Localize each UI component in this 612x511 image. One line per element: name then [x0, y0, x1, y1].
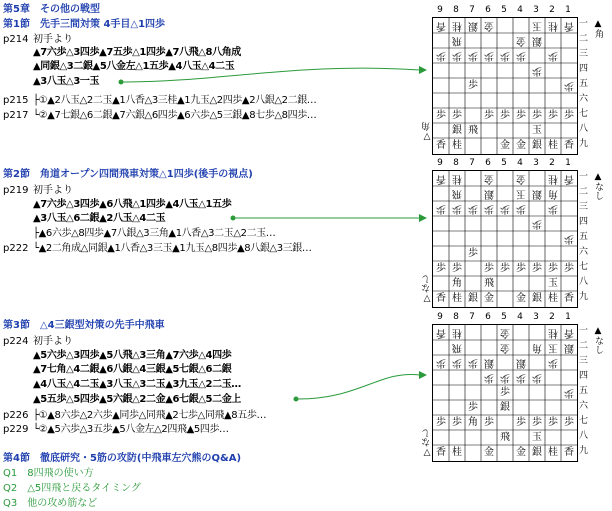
file-label: 2	[549, 5, 555, 15]
move-line: ▲3八玉△3一玉	[33, 76, 100, 87]
file-label: 7	[469, 5, 475, 15]
page-ref: p214	[3, 34, 29, 45]
sente-piece: 香	[436, 447, 446, 458]
variation-line[interactable]: └②▲5六歩△3五歩▲5八金左△2四飛▲5四歩…	[33, 424, 229, 435]
rank-label: 二	[579, 34, 589, 44]
sente-piece: 銀	[532, 140, 542, 151]
page-ref: p217	[3, 110, 29, 121]
variation-line[interactable]: └▲2二角成△同銀▲1八香△3三玉▲1九玉△8四歩▲8八銀△3三銀…	[33, 243, 312, 254]
move-line: ▲7七角△4二銀▲6八銀△4三銀▲5七銀△6二銀	[33, 364, 232, 375]
rank-label: 五	[579, 386, 589, 396]
gote-piece: 歩	[500, 50, 510, 61]
sente-piece: 銀	[452, 125, 462, 136]
file-label: 3	[533, 158, 539, 168]
rank-labels	[579, 17, 588, 152]
sente-piece: 歩	[500, 110, 510, 121]
file-label: 9	[437, 312, 443, 322]
sente-piece: 歩	[548, 263, 558, 274]
gote-piece: 飛	[452, 188, 462, 199]
variation-line[interactable]: ├①▲2八玉△2二玉▲1八香△3三桂▲1九玉△2四歩▲2八銀△2二銀…	[33, 95, 317, 106]
rank-labels	[579, 324, 588, 459]
file-label: 5	[501, 312, 507, 322]
page-ref: p222	[3, 243, 29, 254]
sente-piece: 香	[564, 140, 574, 151]
gote-piece: 歩	[500, 203, 510, 214]
qa-link[interactable]: Q1 8四飛の使い方	[3, 468, 94, 479]
line-text: 初手より	[33, 185, 73, 196]
page-ref: p224	[3, 336, 29, 347]
section-2-title: 第2節 角道オープン四間飛車対策△1四歩(後手の視点)	[3, 169, 253, 180]
rank-labels	[579, 170, 588, 305]
file-label: 4	[517, 5, 523, 15]
gote-piece: 金	[516, 35, 526, 46]
page-ref: p215	[3, 95, 29, 106]
sente-piece: 飛	[484, 278, 494, 289]
rank-label: 七	[579, 262, 589, 272]
gote-piece: 玉	[516, 188, 526, 199]
move-line: ▲7六歩△3四歩▲6八飛△1四歩▲4八玉△1五歩	[33, 199, 232, 210]
sente-piece: 歩	[484, 263, 494, 274]
sente-piece: 飛	[500, 432, 510, 443]
sente-piece: 銀	[500, 402, 510, 413]
sente-piece: 歩	[452, 110, 462, 121]
sente-piece: 金	[516, 140, 526, 151]
gote-piece: 歩	[436, 50, 446, 61]
move-line: ▲3八玉△6二銀▲2八玉△4二玉	[33, 213, 166, 224]
sente-piece: 桂	[452, 447, 462, 458]
gote-piece: 香	[436, 173, 446, 184]
file-label: 4	[517, 158, 523, 168]
sente-piece: 角	[452, 278, 462, 289]
move-line: ▲5五歩△5四歩▲5六銀△2二金▲6七銀△5二金上	[33, 394, 241, 405]
file-label: 8	[453, 158, 459, 168]
sente-piece: 玉	[532, 432, 542, 443]
gote-piece: 歩	[564, 233, 574, 244]
sente-piece: 金	[516, 293, 526, 304]
gote-piece: 香	[564, 20, 574, 31]
line-text: 初手より	[33, 34, 73, 45]
gote-piece: 歩	[548, 203, 558, 214]
rank-label: 八	[579, 124, 589, 134]
gote-piece: 玉	[532, 20, 542, 31]
gote-piece: 銀	[468, 20, 478, 31]
gote-piece: 飛	[452, 35, 462, 46]
gote-piece: 歩	[564, 387, 574, 398]
file-label: 1	[565, 158, 571, 168]
gote-piece: 銀	[484, 188, 494, 199]
line-text: 初手より	[33, 336, 73, 347]
sente-piece: 歩	[452, 417, 462, 428]
sente-hand-label: ▲なし	[593, 326, 603, 354]
rank-label: 三	[579, 202, 589, 212]
file-label: 9	[437, 158, 443, 168]
move-line: ▲5六歩△3四歩▲5八飛△3三角▲7六歩△4四歩	[33, 350, 232, 361]
sente-piece: 歩	[468, 80, 478, 91]
gote-piece: 歩	[484, 372, 494, 383]
rank-label: 六	[579, 94, 589, 104]
sente-piece: 歩	[516, 417, 526, 428]
rank-label: 七	[579, 416, 589, 426]
rank-label: 三	[579, 49, 589, 59]
gote-piece: 金	[500, 342, 510, 353]
gote-piece: 歩	[548, 50, 558, 61]
rank-label: 五	[579, 232, 589, 242]
sente-hand-label: ▲角	[593, 19, 603, 38]
file-label: 5	[501, 158, 507, 168]
gote-hand-label: ▽なし	[422, 275, 432, 303]
variation-line[interactable]: ├①▲8六歩△2六歩▲同歩△同飛▲2七歩△同飛▲8五歩…	[33, 410, 267, 421]
rank-label: 七	[579, 109, 589, 119]
gote-piece: 金	[484, 173, 494, 184]
section-3-title: 第3節 △4三銀型対策の先手中飛車	[3, 320, 165, 331]
shogi-board-1	[422, 5, 612, 165]
board-grid	[432, 17, 578, 155]
sente-piece: 桂	[548, 447, 558, 458]
gote-piece: 歩	[436, 357, 446, 368]
sente-piece: 銀	[532, 447, 542, 458]
gote-piece: 歩	[532, 372, 542, 383]
sente-piece: 歩	[564, 263, 574, 274]
sente-piece: 歩	[484, 417, 494, 428]
gote-piece: 玉	[548, 342, 558, 353]
sente-piece: 歩	[500, 387, 510, 398]
gote-piece: 歩	[516, 50, 526, 61]
gote-piece: 桂	[452, 327, 462, 338]
gote-piece: 歩	[452, 50, 462, 61]
sente-piece: 歩	[564, 417, 574, 428]
sente-piece: 香	[564, 293, 574, 304]
sente-piece: 歩	[516, 110, 526, 121]
sente-piece: 歩	[532, 263, 542, 274]
gote-piece: 銀	[516, 357, 526, 368]
arrow-start-dot	[294, 397, 299, 402]
gote-piece: 歩	[532, 218, 542, 229]
sente-piece: 玉	[532, 125, 542, 136]
sente-piece: 香	[436, 293, 446, 304]
sente-piece: 桂	[452, 293, 462, 304]
sente-piece: 歩	[500, 263, 510, 274]
file-label: 8	[453, 312, 459, 322]
gote-piece: 歩	[516, 372, 526, 383]
rank-label: 八	[579, 431, 589, 441]
qa-link[interactable]: Q2 △5四飛と戻るタイミング	[3, 483, 141, 494]
sente-piece: 歩	[548, 417, 558, 428]
sente-piece: 歩	[468, 248, 478, 259]
sente-piece: 歩	[484, 110, 494, 121]
rank-label: 二	[579, 187, 589, 197]
gote-piece: 歩	[468, 357, 478, 368]
arrowhead	[419, 214, 427, 222]
rank-label: 四	[579, 371, 589, 381]
rank-label: 六	[579, 401, 589, 411]
gote-piece: 桂	[452, 173, 462, 184]
sente-piece: 歩	[436, 417, 446, 428]
shogi-board-2	[422, 158, 612, 318]
sente-piece: 歩	[516, 263, 526, 274]
sente-piece: 歩	[436, 110, 446, 121]
sente-piece: 金	[484, 447, 494, 458]
gote-piece: 銀	[564, 342, 574, 353]
gote-piece: 香	[564, 327, 574, 338]
sente-piece: 歩	[532, 417, 542, 428]
qa-link[interactable]: Q3 他の攻め筋など	[3, 498, 98, 509]
file-label: 2	[549, 158, 555, 168]
sente-piece: 金	[484, 293, 494, 304]
gote-piece: 歩	[436, 203, 446, 214]
page-ref: p219	[3, 185, 29, 196]
rank-label: 三	[579, 356, 589, 366]
rank-label: 四	[579, 217, 589, 227]
sente-piece: 香	[564, 447, 574, 458]
sente-piece: 桂	[452, 140, 462, 151]
sente-piece: 歩	[532, 110, 542, 121]
file-label: 7	[469, 312, 475, 322]
sente-hand-label: ▲なし	[593, 172, 603, 200]
gote-piece: 桂	[452, 20, 462, 31]
gote-piece: 銀	[484, 357, 494, 368]
rank-label: 一	[579, 19, 589, 29]
page-ref: p229	[3, 424, 29, 435]
sente-piece: 歩	[468, 402, 478, 413]
gote-piece: 金	[516, 173, 526, 184]
rank-label: 五	[579, 79, 589, 89]
gote-hand-label: ▽なし	[422, 429, 432, 457]
arrow-start-dot	[119, 80, 124, 85]
file-label: 3	[533, 312, 539, 322]
sente-piece: 歩	[436, 263, 446, 274]
gote-piece: 歩	[500, 372, 510, 383]
file-label: 2	[549, 312, 555, 322]
shogi-board-3	[422, 312, 612, 472]
gote-piece: 歩	[548, 357, 558, 368]
file-label: 8	[453, 5, 459, 15]
section-1-title: 第1節 先手三間対策 4手目△1四歩	[3, 19, 166, 30]
file-label: 6	[485, 5, 491, 15]
rank-label: 九	[579, 292, 589, 302]
sente-piece: 銀	[532, 293, 542, 304]
file-label: 7	[469, 158, 475, 168]
gote-piece: 飛	[452, 342, 462, 353]
gote-piece: 歩	[468, 50, 478, 61]
file-label: 3	[533, 5, 539, 15]
gote-piece: 金	[500, 327, 510, 338]
sente-piece: 桂	[548, 293, 558, 304]
sente-piece: 飛	[468, 125, 478, 136]
sente-piece: 角	[468, 417, 478, 428]
sente-piece: 歩	[548, 110, 558, 121]
gote-piece: 香	[436, 327, 446, 338]
arrowhead	[419, 371, 427, 379]
rank-label: 一	[579, 326, 589, 336]
arrowhead	[419, 66, 427, 74]
board-grid	[432, 324, 578, 462]
chapter-title: 第5章 その他の戦型	[3, 4, 100, 15]
sente-piece: 歩	[564, 110, 574, 121]
page-ref: p226	[3, 410, 29, 421]
sente-piece: 銀	[468, 293, 478, 304]
gote-piece: 桂	[548, 327, 558, 338]
gote-piece: 歩	[452, 357, 462, 368]
gote-piece: 歩	[516, 203, 526, 214]
rank-label: 六	[579, 247, 589, 257]
gote-piece: 歩	[484, 203, 494, 214]
file-label: 4	[517, 312, 523, 322]
connector-arrow-3	[298, 374, 420, 399]
gote-piece: 金	[484, 20, 494, 31]
gote-piece: 香	[436, 20, 446, 31]
gote-hand-label: ▽角	[422, 122, 432, 141]
move-line: ▲4八玉△4二玉▲3八玉△3二玉▲3九玉△2二玉…	[33, 379, 241, 390]
rank-label: 九	[579, 139, 589, 149]
section-4-title: 第4節 徹底研究・5筋の攻防(中飛車左穴熊のQ&A)	[3, 453, 242, 464]
board-grid	[432, 170, 578, 308]
move-line: ▲同銀△3二銀▲5八金左△1五歩▲4八玉△4二玉	[33, 61, 235, 72]
file-label: 9	[437, 5, 443, 15]
file-label: 5	[501, 5, 507, 15]
gote-piece: 歩	[532, 65, 542, 76]
gote-piece: 銀	[532, 35, 542, 46]
rank-label: 八	[579, 277, 589, 287]
gote-piece: 角	[548, 188, 558, 199]
rank-label: 二	[579, 341, 589, 351]
gote-piece: 角	[532, 342, 542, 353]
sente-piece: 桂	[548, 140, 558, 151]
sente-piece: 玉	[548, 278, 558, 289]
arrow-start-dot	[231, 216, 236, 221]
rank-label: 九	[579, 446, 589, 456]
file-label: 1	[565, 5, 571, 15]
gote-piece: 歩	[484, 50, 494, 61]
gote-piece: 歩	[468, 203, 478, 214]
gote-piece: 歩	[452, 203, 462, 214]
file-label: 6	[485, 312, 491, 322]
variation-line[interactable]: ├▲6六歩△8四歩▲7八銀△3三角▲1八香△3二玉△2二玉…	[33, 228, 276, 239]
sente-piece: 金	[500, 140, 510, 151]
gote-piece: 香	[564, 173, 574, 184]
sente-piece: 歩	[452, 263, 462, 274]
gote-piece: 銀	[532, 188, 542, 199]
file-label: 6	[485, 158, 491, 168]
gote-piece: 桂	[548, 173, 558, 184]
sente-piece: 香	[436, 140, 446, 151]
sente-piece: 金	[516, 447, 526, 458]
gote-piece: 桂	[548, 20, 558, 31]
rank-label: 四	[579, 64, 589, 74]
variation-line[interactable]: └②▲7七銀△6二銀▲7六銀△6四歩▲6六歩△5三銀▲8七歩△8四歩…	[33, 110, 317, 121]
move-line: ▲7六歩△3四歩▲7五歩△1四歩▲7八飛△8八角成	[33, 47, 241, 58]
file-label: 1	[565, 312, 571, 322]
gote-piece: 歩	[564, 80, 574, 91]
rank-label: 一	[579, 172, 589, 182]
connector-arrow-1	[123, 68, 420, 82]
